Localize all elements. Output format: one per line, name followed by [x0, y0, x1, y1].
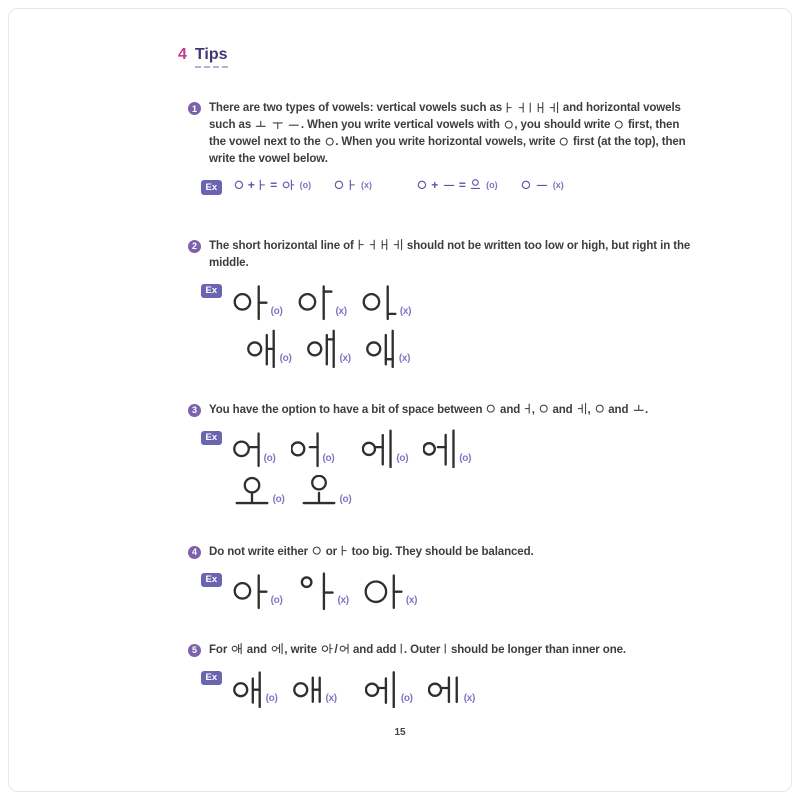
example-mark: (o)	[322, 452, 335, 464]
hangul-inline-glyph	[614, 119, 623, 130]
example-row	[247, 328, 412, 368]
tip-3-head	[188, 402, 692, 419]
tip-4	[188, 544, 692, 610]
example-mark: (o)	[270, 594, 283, 606]
tip-2	[188, 238, 692, 368]
example-mark: (x)	[405, 594, 418, 606]
inline-example	[416, 178, 498, 192]
tip-4-head	[188, 544, 692, 561]
hangul-inline-glyph	[334, 179, 344, 191]
example-expression: + =	[416, 178, 482, 192]
inline-example-group	[416, 178, 564, 192]
tip-2-head	[188, 238, 692, 272]
tip-3-examples	[201, 428, 692, 509]
tip-5	[188, 642, 692, 708]
glyph-example	[365, 668, 413, 708]
example-mark: (o)	[272, 493, 285, 505]
hangul-inline-glyph	[633, 403, 644, 414]
glyph-example	[291, 428, 335, 468]
inline-example-group	[233, 178, 372, 192]
example-group	[233, 668, 337, 708]
tip-1	[188, 100, 692, 195]
tip-5-example-content	[233, 668, 475, 708]
glyph-example	[233, 570, 283, 610]
example-row	[233, 428, 472, 468]
tip-2-examples	[201, 281, 692, 368]
hangul-inline-glyph	[358, 239, 364, 250]
ex-badge: Ex	[201, 431, 222, 446]
tip-1-head	[188, 100, 692, 168]
tip-3	[188, 402, 692, 509]
section-title: Tips	[195, 46, 228, 68]
ex-badge: Ex	[201, 671, 222, 686]
glyph-example	[423, 428, 471, 468]
hangul-inline-glyph	[282, 179, 295, 191]
tip-1-example-content	[233, 177, 564, 192]
hangul-inline-glyph	[521, 179, 531, 191]
hangul-example-glyph	[233, 428, 262, 468]
hangul-inline-glyph	[231, 643, 242, 654]
hangul-inline-glyph	[369, 239, 375, 250]
tip-3-example-content	[233, 428, 472, 509]
tip-2-text: The short horizontal line of should not be written too low or high, but right in the middle.	[209, 239, 691, 269]
tip-4-number-badge: 4	[188, 546, 201, 559]
hangul-example-glyph	[247, 328, 278, 368]
glyph-example	[233, 475, 285, 509]
hangul-inline-glyph	[524, 403, 530, 414]
hangul-inline-glyph	[349, 179, 356, 191]
hangul-inline-glyph	[518, 102, 524, 113]
hangul-inline-glyph	[312, 545, 321, 556]
inline-example-line	[233, 178, 564, 192]
hangul-inline-glyph	[577, 403, 587, 414]
example-group	[247, 328, 411, 368]
example-mark: (x)	[361, 180, 373, 190]
hangul-inline-glyph	[486, 403, 495, 414]
hangul-example-glyph	[428, 668, 462, 708]
tip-4-examples	[201, 570, 692, 610]
example-expression	[520, 178, 549, 192]
hangul-example-glyph	[233, 668, 264, 708]
example-group	[365, 668, 475, 708]
example-mark: (o)	[339, 493, 352, 505]
glyph-example	[362, 281, 411, 321]
example-mark: (o)	[265, 692, 278, 704]
inline-example	[520, 178, 564, 192]
tip-3-number-badge: 3	[188, 404, 201, 417]
example-mark: (x)	[337, 594, 349, 606]
glyph-example	[428, 668, 475, 708]
hangul-example-glyph	[291, 428, 321, 468]
glyph-example	[233, 428, 276, 468]
hangul-example-glyph	[298, 570, 336, 610]
hangul-inline-glyph	[400, 643, 402, 654]
hangul-inline-glyph	[381, 239, 388, 250]
tip-4-text: Do not write either or too big. They should be balanced.	[209, 545, 534, 558]
example-mark: (o)	[400, 692, 413, 704]
glyph-example	[307, 328, 351, 368]
example-group	[233, 475, 352, 509]
example-group	[233, 281, 412, 321]
hangul-inline-glyph	[504, 119, 513, 130]
page-title	[178, 46, 692, 68]
example-mark: (o)	[263, 452, 276, 464]
tip-4-example-content	[233, 570, 418, 610]
example-mark: (x)	[325, 692, 337, 704]
hangul-example-glyph	[362, 428, 394, 468]
glyph-example	[364, 570, 417, 610]
hangul-inline-glyph	[339, 643, 349, 654]
hangul-inline-glyph	[536, 179, 548, 191]
example-mark: (o)	[396, 452, 409, 464]
hangul-inline-glyph	[443, 179, 455, 191]
hangul-inline-glyph	[259, 179, 266, 191]
glyph-example	[366, 328, 410, 368]
hangul-inline-glyph	[321, 643, 334, 654]
glyph-example	[233, 668, 278, 708]
example-group	[233, 570, 418, 610]
glyph-example	[233, 281, 283, 321]
tip-1-number-badge: 1	[188, 102, 201, 115]
example-mark: (x)	[463, 692, 476, 704]
hangul-inline-glyph	[559, 136, 568, 147]
hangul-inline-glyph	[417, 179, 427, 191]
hangul-inline-glyph	[255, 119, 266, 130]
hangul-inline-glyph	[288, 119, 299, 130]
example-mark: (x)	[339, 352, 351, 364]
example-row	[233, 281, 412, 321]
example-mark: (o)	[486, 180, 498, 190]
inline-example	[333, 178, 372, 192]
example-expression	[333, 178, 357, 192]
hangul-example-glyph	[293, 668, 324, 708]
hangul-example-glyph	[365, 668, 399, 708]
hangul-inline-glyph	[234, 179, 244, 191]
example-expression: + =	[233, 178, 296, 192]
hangul-example-glyph	[233, 281, 269, 321]
example-row	[233, 570, 418, 610]
hangul-inline-glyph	[537, 102, 544, 113]
glyph-example	[300, 475, 352, 509]
hangul-example-glyph	[233, 475, 271, 509]
glyph-example	[362, 428, 408, 468]
hangul-inline-glyph	[271, 643, 283, 654]
example-mark: (x)	[398, 352, 411, 364]
example-row	[233, 668, 475, 708]
glyph-example	[298, 281, 347, 321]
tip-5-text: For and , write / and add . Outer should be longer than inner one.	[209, 643, 627, 656]
example-mark: (x)	[552, 180, 564, 190]
glyph-example	[298, 570, 349, 610]
hangul-example-glyph	[300, 475, 338, 509]
example-group	[233, 428, 335, 468]
ex-badge: Ex	[201, 284, 222, 299]
tip-5-head	[188, 642, 692, 659]
hangul-inline-glyph	[444, 643, 446, 654]
example-mark: (x)	[335, 305, 347, 317]
hangul-example-glyph	[307, 328, 338, 368]
page-number: 15	[394, 727, 406, 738]
hangul-inline-glyph	[595, 403, 604, 414]
hangul-example-glyph	[423, 428, 457, 468]
hangul-inline-glyph	[549, 102, 559, 113]
example-mark: (o)	[459, 452, 472, 464]
hangul-example-glyph	[366, 328, 397, 368]
hangul-inline-glyph	[506, 102, 512, 113]
example-mark: (x)	[399, 305, 412, 317]
ex-badge: Ex	[201, 180, 222, 195]
hangul-example-glyph	[362, 281, 398, 321]
section-number: 4	[178, 46, 187, 63]
ex-badge: Ex	[201, 573, 222, 588]
hangul-inline-glyph	[272, 119, 283, 130]
tip-3-text: You have the option to have a bit of space between and , and , and .	[209, 403, 649, 416]
hangul-inline-glyph	[539, 403, 548, 414]
hangul-example-glyph	[364, 570, 404, 610]
glyph-example	[293, 668, 337, 708]
tip-2-example-content	[233, 281, 412, 368]
tip-5-examples	[201, 668, 692, 708]
tip-1-examples	[201, 177, 692, 195]
glyph-example	[247, 328, 292, 368]
hangul-inline-glyph	[325, 136, 334, 147]
hangul-inline-glyph	[470, 179, 481, 191]
hangul-example-glyph	[233, 570, 269, 610]
tip-2-number-badge: 2	[188, 240, 201, 253]
example-mark: (o)	[270, 305, 283, 317]
example-row	[233, 475, 472, 509]
tip-5-number-badge: 5	[188, 644, 201, 657]
hangul-inline-glyph	[529, 102, 531, 113]
inline-example	[233, 178, 312, 192]
hangul-inline-glyph	[341, 545, 347, 556]
example-mark: (o)	[299, 180, 312, 190]
example-group	[362, 428, 471, 468]
hangul-inline-glyph	[393, 239, 403, 250]
example-mark: (o)	[279, 352, 292, 364]
hangul-example-glyph	[298, 281, 334, 321]
tip-1-text: There are two types of vowels: vertical vowels such as and horizontal vowels such as . When you write vertical vowels with , you should write first, then the vowel next to the . When you write horizontal vowels, write first (at the top), then write the vowel below.	[209, 102, 686, 165]
